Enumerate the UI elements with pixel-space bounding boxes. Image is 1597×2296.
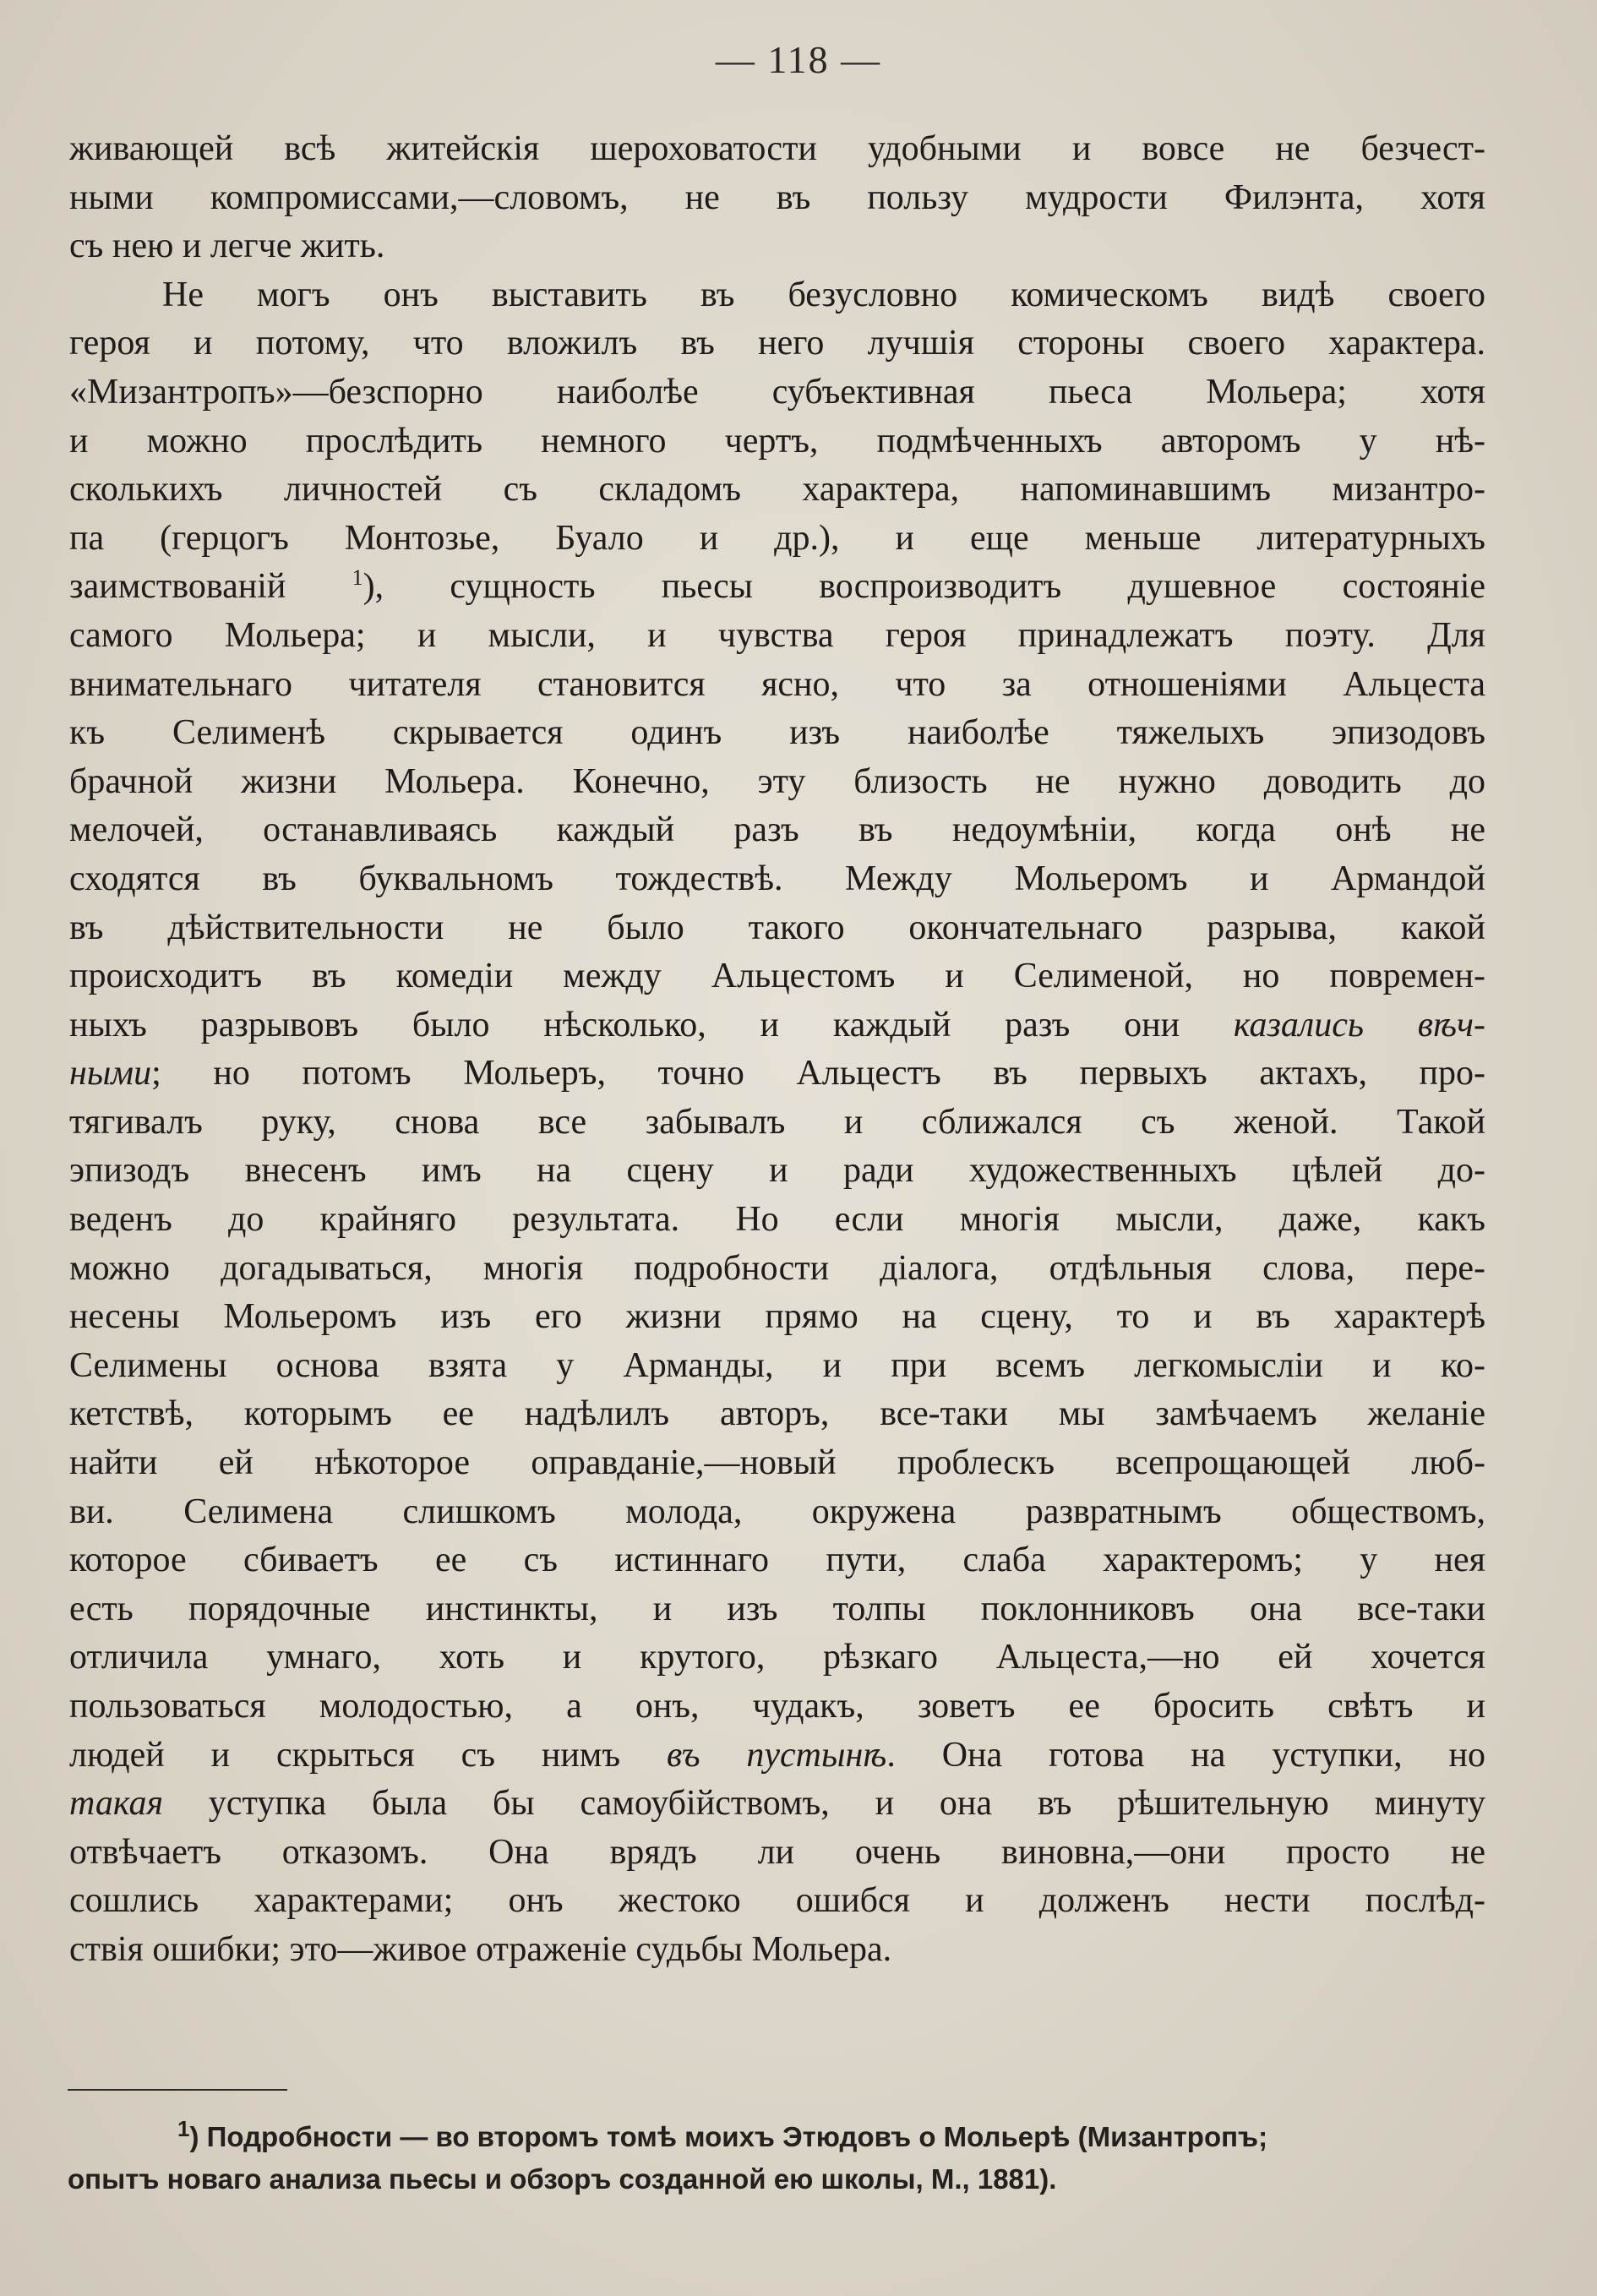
text-line: въ дѣйствительности не было такого окончательнаго разрыва, какой — [69, 908, 1485, 947]
text-line — [69, 1732, 1485, 1781]
text-line: отвѣчаетъ отказомъ. Она врядъ ли очень виновна,—они просто не — [69, 1832, 1485, 1872]
text-line: есть порядочные инстинкты, и изъ толпы поклонниковъ она все-таки — [69, 1589, 1485, 1628]
text-line — [69, 563, 1485, 612]
text-line: самого Мольера; и мысли, и чувства героя принадлежатъ поэту. Для — [69, 615, 1485, 655]
footnote — [68, 2116, 1496, 2201]
text-line: эпизодъ внесенъ имъ на сцену и ради художественныхъ цѣлей до- — [69, 1151, 1485, 1191]
text-line: ными компромиссами,—словомъ, не въ пользу мудрости Филэнта, хотя — [69, 177, 1485, 217]
text-segment: заимствованій — [69, 567, 286, 607]
text-line: можно догадываться, многія подробности діалога, отдѣльныя слова, пере- — [69, 1248, 1485, 1288]
text-line: найти ей нѣкоторое оправданіе,—новый проблескъ всепрощающей люб- — [69, 1443, 1485, 1483]
text-segment: людей и скрыться съ нимъ — [69, 1735, 668, 1775]
text-line: и можно прослѣдить немного чертъ, подмѣченныхъ авторомъ у нѣ- — [69, 421, 1485, 461]
footnote-divider — [68, 2089, 287, 2091]
text-line: тягивалъ руку, снова все забывалъ и сближался съ женой. Такой — [69, 1102, 1485, 1142]
text-line: па (герцогъ Монтозье, Буало и др.), и еще меньше литературныхъ — [69, 518, 1485, 558]
text-segment: ныхъ разрывовъ было нѣсколько, и каждый разъ они — [69, 1005, 1234, 1044]
text-line: брачной жизни Мольера. Конечно, эту близость не нужно доводить до — [69, 761, 1485, 801]
text-line: Селимены основа взята у Арманды, и при всемъ легкомысліи и ко- — [69, 1345, 1485, 1385]
text-line: происходитъ въ комедіи между Альцестомъ и Селименой, но повремен- — [69, 957, 1485, 996]
text-line: несены Мольеромъ изъ его жизни прямо на сцену, то и въ характерѣ — [69, 1297, 1485, 1337]
text-line — [69, 1050, 1485, 1099]
text-segment: уступка была бы самоубійствомъ, и она въ рѣшительную минуту — [162, 1784, 1485, 1824]
text-segment: ; но потомъ Мольеръ, точно Альцестъ въ первыхъ актахъ, про- — [151, 1054, 1485, 1093]
text-line: сколькихъ личностей съ складомъ характера, напоминавшимъ мизантро- — [69, 470, 1485, 510]
footnote-text: ) Подробности — во второмъ томѣ моихъ Этюдовъ о Мольерѣ (Мизантропъ; — [189, 2121, 1268, 2152]
text-segment: ), сущность пьесы воспроизводитъ душевное состояніе — [362, 567, 1485, 607]
text-line: внимательнаго читателя становится ясно, что за отношеніями Альцеста — [69, 664, 1485, 704]
body-text — [69, 125, 1485, 1975]
text-line — [69, 1780, 1485, 1829]
italic-segment: такая — [69, 1784, 163, 1824]
text-line: отличила умнаго, хоть и крутого, рѣзкаго Альцеста,—но ей хочется — [69, 1638, 1485, 1677]
page-number: — 118 — — [715, 38, 882, 81]
text-line: «Мизантропъ»—безспорно наиболѣе субъективная пьеса Мольера; хотя — [69, 372, 1485, 412]
text-line: веденъ до крайняго результата. Но если многія мысли, даже, какъ — [69, 1200, 1485, 1240]
text-line: ствія ошибки; это—живое отраженіе судьбы Мольера. — [69, 1929, 892, 1969]
text-line: кетствѣ, которымъ ее надѣлилъ авторъ, все-таки мы замѣчаемъ желаніе — [69, 1394, 1485, 1434]
italic-segment: въ пустынѣ — [667, 1735, 887, 1775]
footnote-line: опытъ новаго анализа пьесы и обзоръ созданной ею школы, М., 1881). — [68, 2163, 1057, 2195]
text-line — [69, 1001, 1485, 1050]
footnote-reference: 1 — [352, 565, 363, 591]
text-line: съ нею и легче жить. — [69, 226, 385, 266]
footnote-marker: 1 — [177, 2116, 190, 2141]
italic-segment: ными — [69, 1054, 152, 1093]
text-line: живающей всѣ житейскія шероховатости удобными и вовсе не безчест- — [69, 129, 1485, 168]
text-line: сходятся въ буквальномъ тождествѣ. Между Мольеромъ и Армандой — [69, 859, 1485, 898]
text-line: ви. Селимена слишкомъ молода, окружена развратнымъ обществомъ, — [69, 1492, 1485, 1531]
text-line: Не могъ онъ выставить въ безусловно комическомъ видѣ своего — [162, 275, 1485, 314]
italic-segment: казались вѣч- — [1233, 1005, 1485, 1044]
text-segment: . Она готова на уступки, но — [886, 1735, 1485, 1775]
text-line: къ Селименѣ скрывается одинъ изъ наиболѣе тяжелыхъ эпизодовъ — [69, 713, 1485, 753]
text-line: пользоваться молодостью, а онъ, чудакъ, зоветъ ее бросить свѣтъ и — [69, 1687, 1485, 1726]
text-line: героя и потому, что вложилъ въ него лучшія стороны своего характера. — [69, 324, 1485, 363]
text-line: которое сбиваетъ ее съ истиннаго пути, слаба характеромъ; у нея — [69, 1541, 1485, 1580]
text-line: сошлись характерами; онъ жестоко ошибся и долженъ нести послѣд- — [69, 1881, 1485, 1921]
footnote-line — [68, 2116, 1496, 2158]
text-line: мелочей, останавливаясь каждый разъ въ недоумѣніи, когда онѣ не — [69, 810, 1485, 850]
